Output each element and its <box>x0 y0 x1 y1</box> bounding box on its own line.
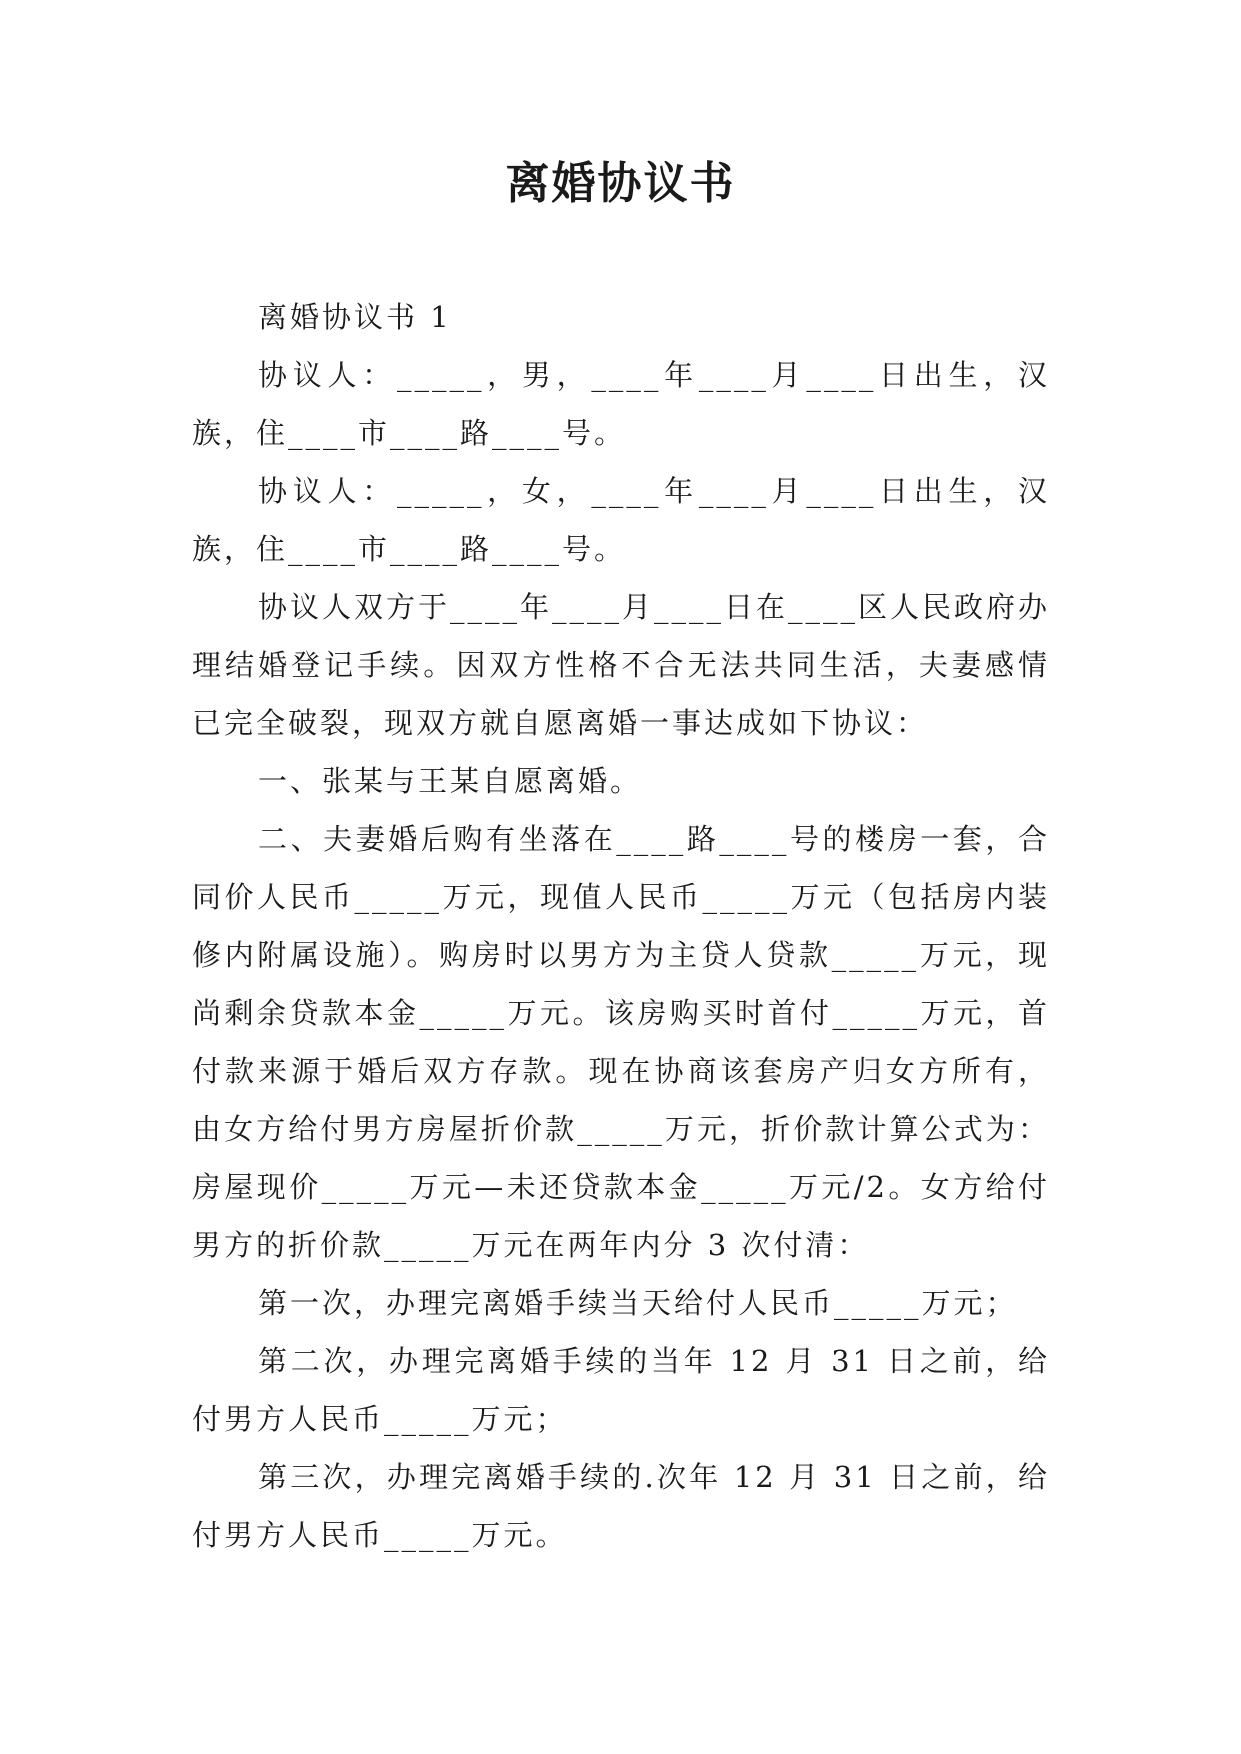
clause-two-paragraph: 二、夫妻婚后购有坐落在____路____号的楼房一套，合同价人民币_____万元，现值人民币_____万元（包括房内装修内附属设施）。购房时以男方为主贷人贷款_____万元，现尚剩余贷款本金_____万元。该房购买时首付_____万元，首付款来源于婚后双方存款。现在协商该套房产归女方所有，由女方给付男方房屋折价款_____万元，折价款计算公式为：房屋现价_____万元—未还贷款本金_____万元/2。女方给付男方的折价款_____万元在两年内分 3 次付清： <box>192 822 1050 1262</box>
section-heading: 离婚协议书 1 <box>258 300 452 334</box>
payment-third-paragraph: 第三次，办理完离婚手续的.次年 12 月 31 日之前，给付男方人民币_____万元。 <box>192 1460 1050 1552</box>
party-male-paragraph: 协议人：_____，男，____年____月____日出生，汉族，住____市____路____号。 <box>192 358 1050 450</box>
payment-first-paragraph: 第一次，办理完离婚手续当天给付人民币_____万元； <box>258 1286 1018 1320</box>
marriage-registration-paragraph: 协议人双方于____年____月____日在____区人民政府办理结婚登记手续。因双方性格不合无法共同生活，夫妻感情已完全破裂，现双方就自愿离婚一事达成如下协议： <box>192 590 1051 740</box>
party-female-paragraph: 协议人：_____，女，____年____月____日出生，汉族，住____市____路____号。 <box>192 474 1050 566</box>
clause-one-paragraph: 一、张某与王某自愿离婚。 <box>258 764 643 798</box>
payment-second-paragraph: 第二次，办理完离婚手续的当年 12 月 31 日之前，给付男方人民币_____万元； <box>192 1344 1050 1436</box>
document-body <box>192 288 1050 1564</box>
document-title: 离婚协议书 <box>505 158 736 209</box>
